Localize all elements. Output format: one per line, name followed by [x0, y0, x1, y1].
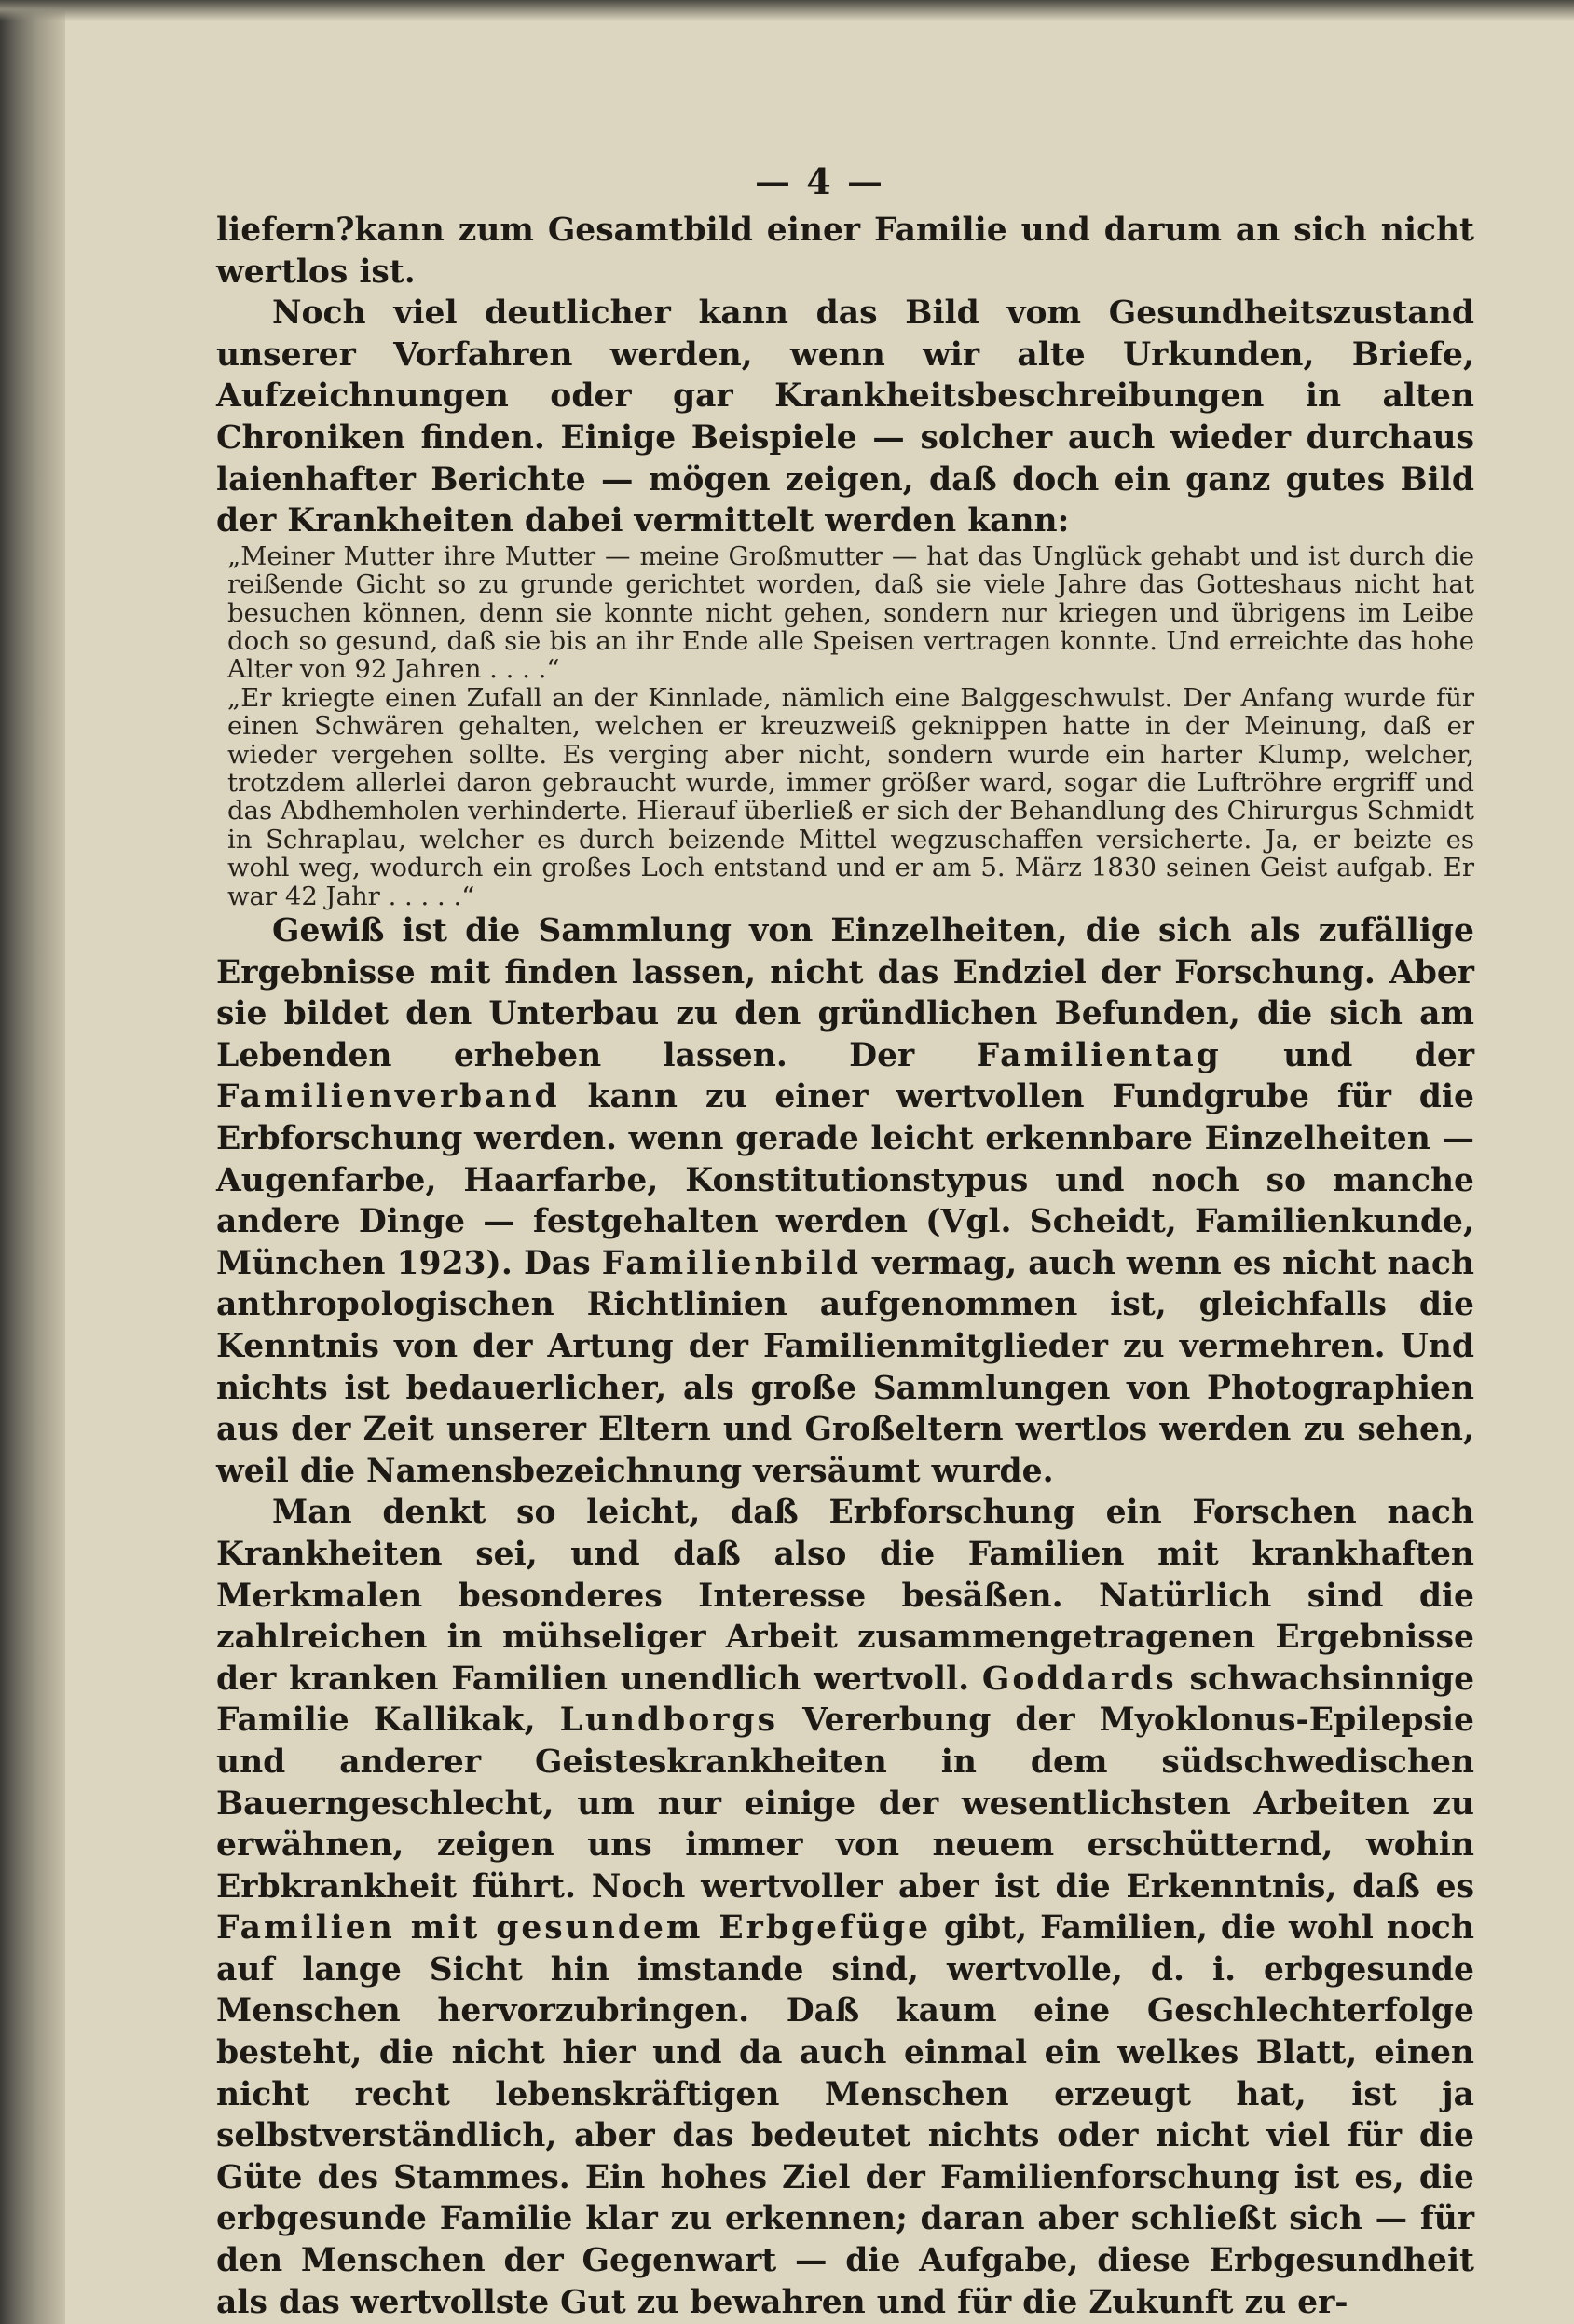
page-body — [216, 210, 1474, 2323]
paragraph-3-text-d: vermag, auch wenn es nicht nach anthropologischen Richtlinien aufgenommen ist, gleichfalls die Kenntnis von der Artung der Familienmitglieder zu vermehren. Und nichts ist bedauerlicher, als große Sammlungen von Photographien aus der Zeit unserer Eltern und Großeltern wertlos werden zu sehen, weil die Namensbezeichnung versäumt wurde. — [216, 1244, 1474, 1490]
paragraph-1: liefern?kann zum Gesamtbild einer Familie und darum an sich nicht wertlos ist. — [216, 212, 1474, 291]
paragraph-4-text-c: Vererbung der Myoklonus-Epilepsie und anderer Geisteskrankheiten in dem südschwedischen Bauerngeschlecht, um nur einige der wesentlichsten Arbeiten zu erwähnen, zeigen uns immer von neuem erschütternd, wohin Erbkrankheit führt. Noch wertvoller aber ist die Erkenntnis, daß es — [216, 1702, 1474, 1906]
name-lundborgs: Lundborgs — [559, 1702, 779, 1740]
paragraph-4-text-d: gibt, Familien, die wohl noch auf lange Sicht hin imstande sind, wertvolle, d. i. erbgesunde Menschen hervorzubringen. Daß kaum eine Geschlechterfolge besteht, die nicht hier und da auch einmal ein welkes Blatt, einen nicht recht lebenskräftigen Menschen erzeugt hat, ist ja selbstverständlich, aber das bedeutet nichts oder nicht viel für die Güte des Stammes. Ein hohes Ziel der Familienforschung ist es, die erbgesunde Familie klar zu erkennen; daran aber schließt sich — für den Menschen der Gegenwart — die Aufgabe, diese Erbgesundheit als das wertvollste Gut zu bewahren und für die Zukunft zu er- — [216, 1909, 1474, 2321]
quotation-1: „Meiner Mutter ihre Mutter — meine Großmutter — hat das Unglück gehabt und ist durch die reißende Gicht so zu grunde gerichtet worden, daß sie viele Jahre das Gotteshaus nicht hat besuchen können, denn sie konnte nicht gehen, sondern nur kriegen und übrigens im Leibe doch so gesund, daß sie bis an ihr Ende alle Speisen vertragen konnte. Und erreichte das hohe Alter von 92 Jahren . . . .“ — [227, 540, 1474, 685]
quotation-2: „Er kriegte einen Zufall an der Kinnlade, nämlich eine Balggeschwulst. Der Anfang wurde für einen Schwären gehalten, welchen er kreuzweiß geknippen hatte in der Meinung, daß er wieder vergehen sollte. Es verging aber nicht, sondern wurde ein harter Klump, welcher, trotzdem allerlei daron gebraucht wurde, immer größer ward, sogar die Luftröhre ergriff und das Abdhemholen verhinderte. Hierauf überließ er sich der Behandlung des Chirurgus Schmidt in Schraplau, welcher es durch beizende Mittel wegzuschaffen versicherte. Ja, er beizte es wohl weg, wodurch ein großes Loch entstand und er am 5. März 1830 seinen Geist aufgab. Er war 42 Jahr . . . . .“ — [227, 682, 1474, 911]
paragraph-4-text-a: Man denkt so leicht, daß Erbforschung ein Forschen nach Krankheiten sei, und daß also die Familien mit krankhaften Merkmalen besonderes Interesse besäßen. Natürlich sind die zahlreichen in mühseliger Arbeit zusammengetragenen Ergebnisse der kranken Familien unendlich wertvoll. — [216, 1494, 1474, 1698]
paragraph-2: Noch viel deutlicher kann das Bild vom Gesundheitszustand unserer Vorfahren werden, wenn wir alte Urkunden, Briefe, Aufzeichnungen oder gar Krankheitsbeschreibungen in alten Chroniken finden. Einige Beispiele — solcher auch wieder durchaus laienhafter Berichte — mögen zeigen, daß doch ein ganz gutes Bild der Krankheiten dabei vermittelt werden kann: — [216, 294, 1474, 540]
quotation-block — [216, 542, 1474, 910]
term-familienbild: Familienbild — [601, 1244, 861, 1282]
term-familienverband: Familienverband — [216, 1078, 560, 1116]
book-binding — [0, 0, 65, 2324]
paragraph-3-text-a: Gewiß ist die Sammlung von Einzelheiten, die sich als zufällige Ergebnisse mit finden lassen, nicht das Endziel der Forschung. Aber sie bildet den Unterbau zu den gründlichen Befunden, die sich am Lebenden erheben lassen. Der — [216, 912, 1474, 1074]
term-gesunde-familien: Familien mit gesundem Erbgefüge — [216, 1909, 932, 1948]
paragraph-3-text-b: und der — [1283, 1036, 1475, 1074]
page-top-edge — [0, 0, 1574, 21]
page-number: — 4 — — [755, 160, 884, 202]
name-goddards: Goddards — [981, 1660, 1177, 1698]
term-familientag: Familientag — [976, 1036, 1222, 1074]
paragraph-4 — [216, 1492, 1474, 2323]
paragraph-4-text-b: schwachsinnige Familie Kallikak, — [216, 1660, 1475, 1740]
paragraph-3-text-c: kann zu einer wertvollen Fundgrube für die Erbforschung werden. wenn gerade leicht erkennbare Einzelheiten — Augenfarbe, Haarfarbe, Konstitutionstypus und noch so manche andere Dinge — festgehalten werden (Vgl. Scheidt, Familienkunde, München 1923). Das — [216, 1078, 1474, 1282]
paragraph-3 — [216, 910, 1474, 1492]
